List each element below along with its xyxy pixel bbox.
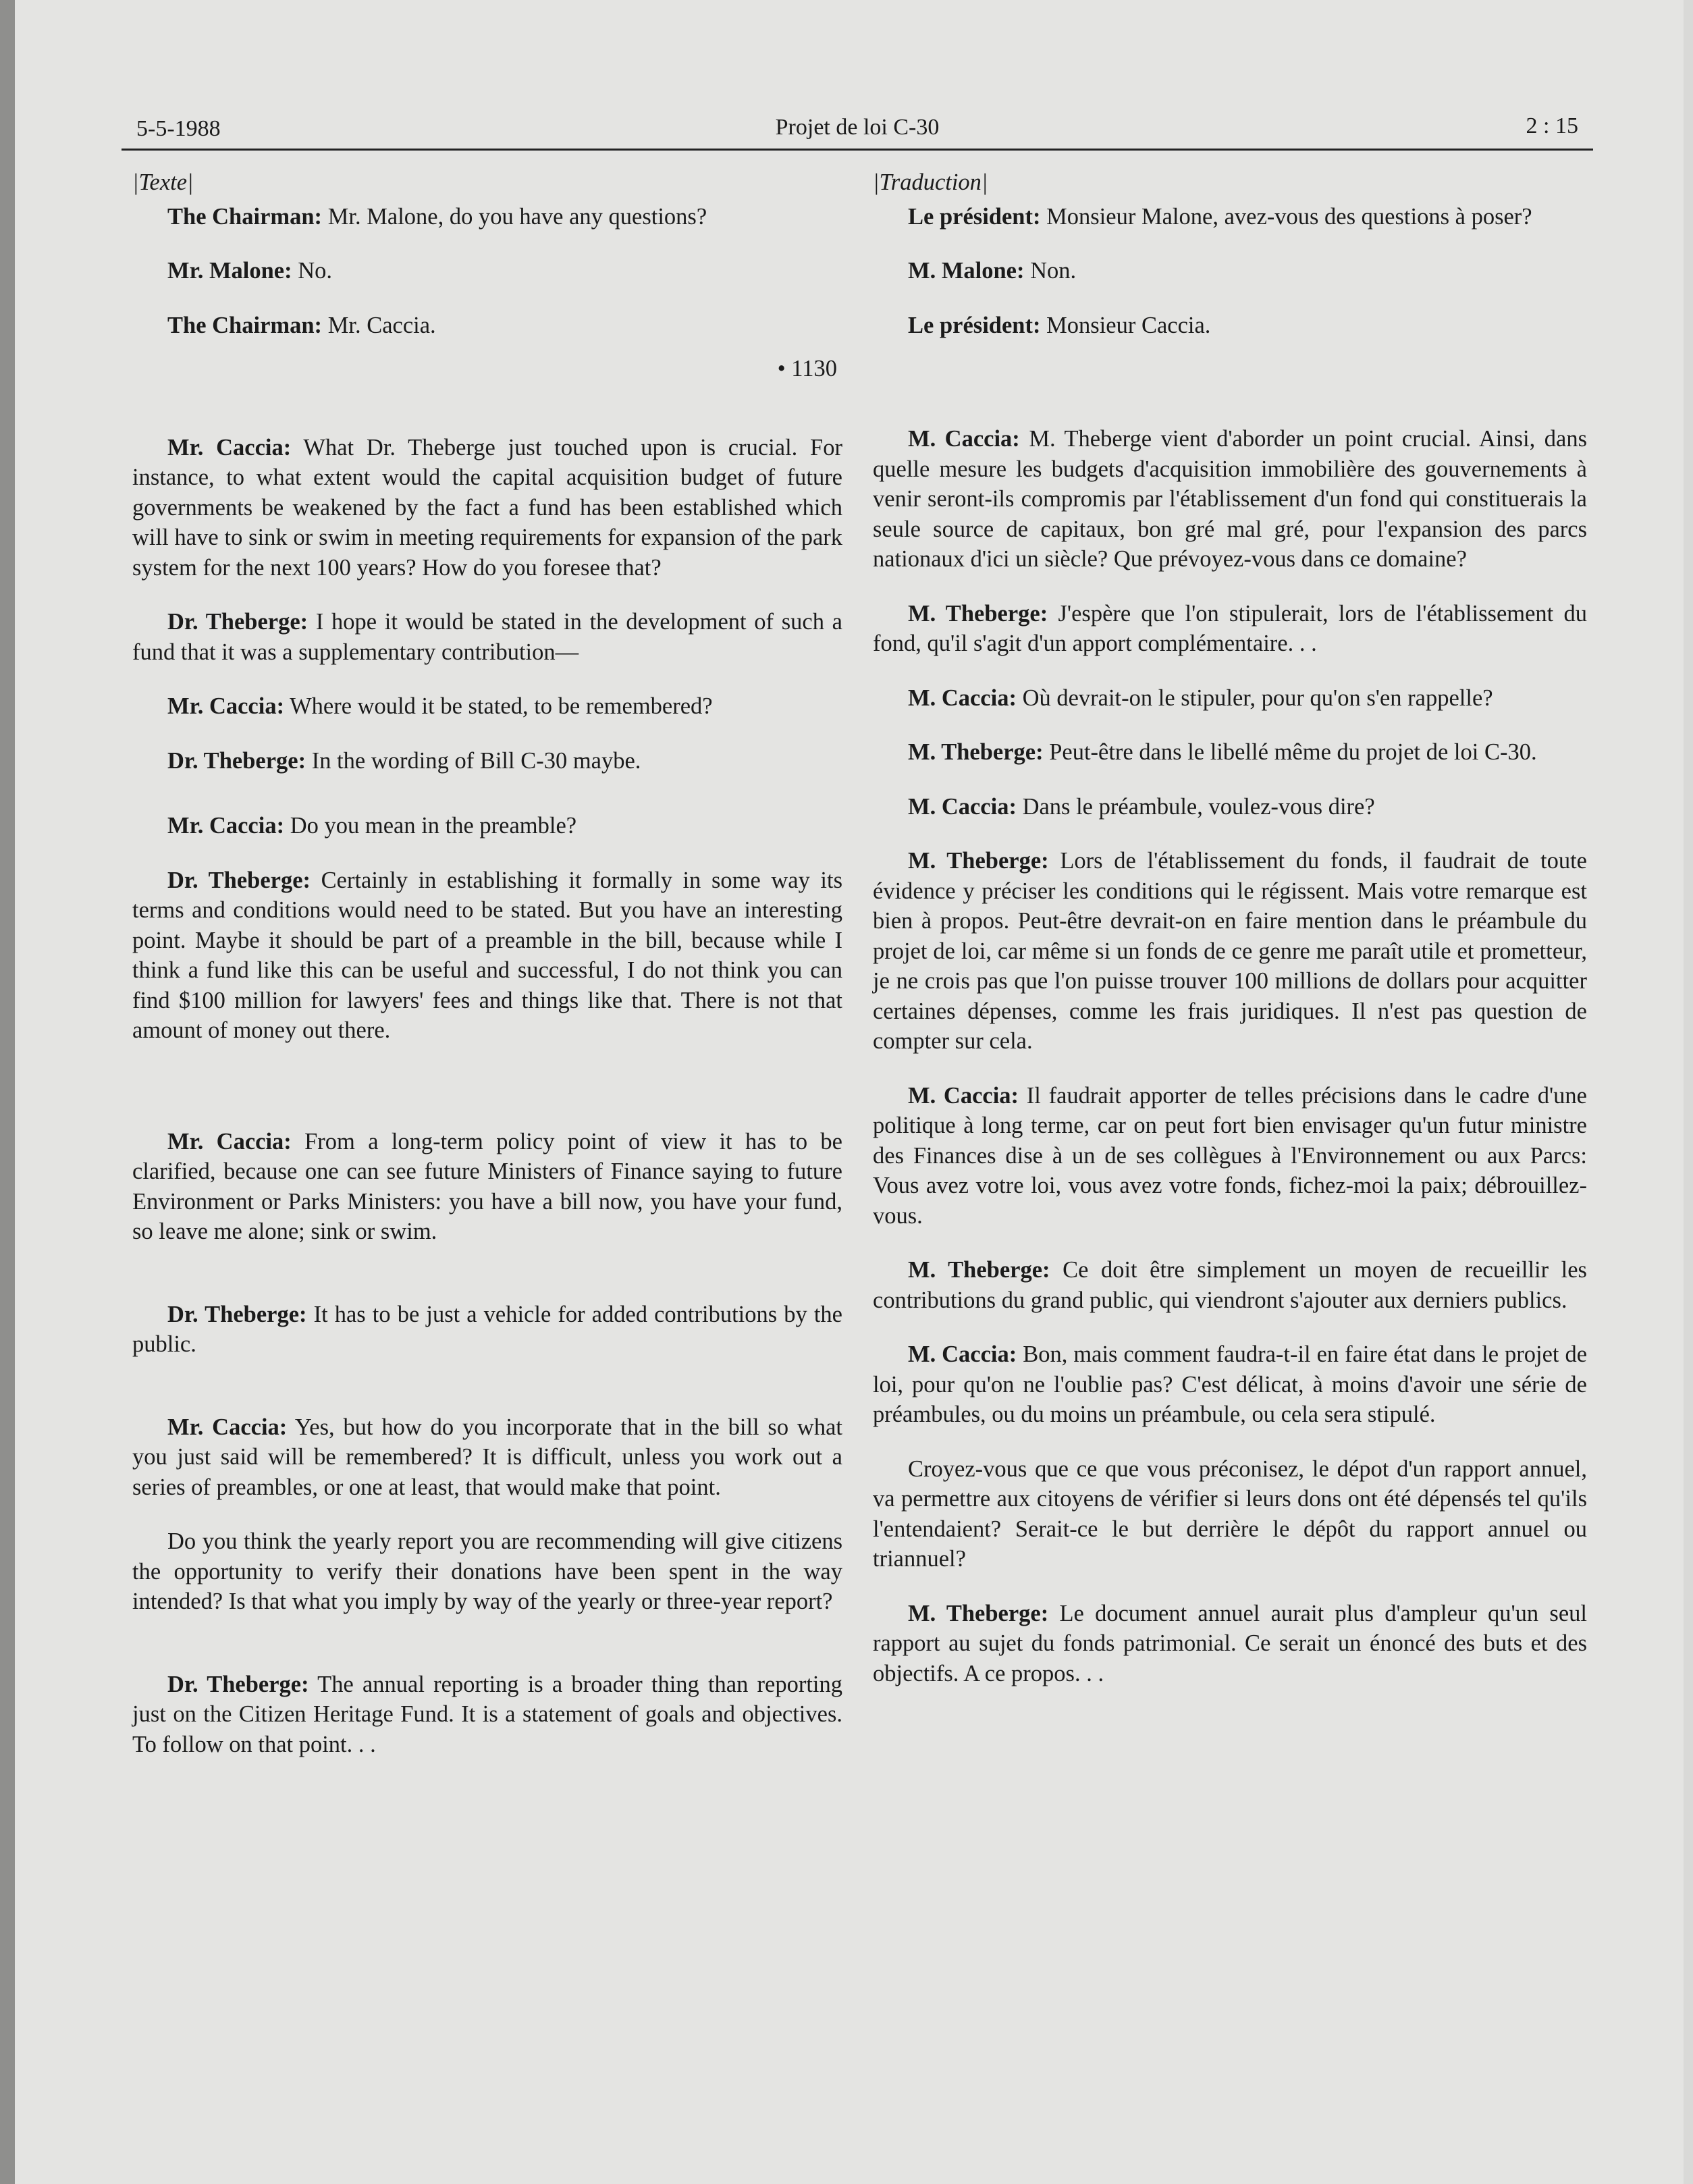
speaker-name: M. Theberge: (908, 600, 1048, 627)
speech-text: Monsieur Malone, avez-vous des questions à poser? (1046, 203, 1532, 230)
speaker-name: M. Malone: (908, 258, 1025, 284)
speaker-name: Mr. Malone: (167, 258, 292, 284)
speaker-name: Dr. Theberge: (167, 867, 311, 893)
speech-paragraph (132, 1526, 842, 1617)
speech-text: Bon, mais comment faudra-t-il en faire état dans le projet de loi, pour qu'on ne l'oublie pas? C'est délicat, à moins d'avoir une série de préambules, ou du moins un préambule, ou cela sera stipulé. (873, 1341, 1588, 1427)
speech-paragraph (132, 433, 842, 583)
speech-paragraph (873, 1339, 1587, 1430)
french-column (873, 167, 1587, 1705)
speech-text: Le document annuel aurait plus d'ampleur qu'un seul rapport au sujet du fonds patrimonial. Ce serait un énoncé des buts et des objectifs. A ce propos. . . (873, 1600, 1587, 1686)
speaker-name: Mr. Caccia: (167, 813, 285, 838)
speaker-name: Mr. Caccia: (167, 434, 292, 460)
speaker-name: Mr. Caccia: (167, 1414, 288, 1440)
speech-paragraph (873, 202, 1587, 232)
speech-paragraph (132, 1127, 842, 1247)
speech-text: Monsieur Caccia. (1046, 312, 1211, 338)
page-spine-shadow (0, 0, 15, 2184)
speaker-name: M. Caccia: (908, 685, 1017, 711)
speech-text: Dans le préambule, voulez-vous dire? (1022, 793, 1375, 820)
header-date: 5-5-1988 (136, 116, 221, 141)
speech-paragraph (873, 1599, 1587, 1689)
speech-text: Certainly in establishing it formally in some way its terms and conditions would need to be stated. But you have an interesting point. Maybe it should be part of a preamble in the bill, because while I think a fund like this can be useful and successful, I do not think you can find $100 million for lawyers' fees and things like that. There is not that amount of money out there. (132, 867, 843, 1043)
speech-text: No. (298, 258, 333, 284)
page-header (122, 108, 1593, 151)
speech-paragraph (132, 202, 842, 232)
speaker-name: The Chairman: (167, 203, 323, 230)
speaker-name: The Chairman: (167, 312, 323, 338)
speech-paragraph (132, 1412, 842, 1503)
speech-paragraph (132, 1300, 842, 1360)
speech-text: Peut-être dans le libellé même du projet de loi C-30. (1049, 739, 1537, 765)
speech-paragraph (873, 683, 1587, 714)
speech-paragraph (132, 311, 842, 341)
speech-text: The annual reporting is a broader thing than reporting just on the Citizen Heritage Fund. It is a statement of goals and objectives. To follow on that point. . . (132, 1671, 842, 1757)
speaker-name: Le président: (908, 203, 1041, 230)
speech-text: It has to be just a vehicle for added contributions by the public. (132, 1301, 842, 1357)
speech-text: I hope it would be stated in the development of such a fund that it was a supplementary contribution— (132, 609, 842, 665)
speech-paragraph (132, 746, 842, 776)
english-column (132, 167, 842, 1776)
speaker-name: Mr. Caccia: (167, 693, 285, 719)
header-title: Projet de loi C-30 (775, 115, 940, 140)
speech-paragraph (132, 256, 842, 286)
speaker-name: M. Caccia: (908, 426, 1020, 452)
speech-text: Où devrait-on le stipuler, pour qu'on s'en rappelle? (1022, 685, 1493, 711)
speech-text: Do you think the yearly report you are recommending will give citizens the opportunity to verify their donations have been spent in the way intended? Is that what you imply by way of the yearly or three-year report? (132, 1528, 842, 1614)
speaker-name: M. Caccia: (908, 1341, 1017, 1367)
speech-text: Where would it be stated, to be remembered? (290, 693, 713, 719)
speaker-name: M. Theberge: (908, 848, 1049, 874)
speech-paragraph (873, 1454, 1587, 1574)
speech-text: From a long-term policy point of view it has to be clarified, because one can see future Ministers of Finance saying to future Environment or Parks Ministers: you have a bill now, you have your fund, so leave me alone; sink or swim. (132, 1128, 842, 1244)
speech-paragraph (873, 256, 1587, 286)
speech-paragraph (132, 865, 842, 1046)
speech-paragraph (873, 311, 1587, 341)
speaker-name: M. Theberge: (908, 1257, 1050, 1283)
speech-paragraph (873, 424, 1587, 575)
speech-paragraph (873, 792, 1587, 822)
speech-text: Yes, but how do you incorporate that in the bill so what you just said will be remembered? It is difficult, unless you work out a series of preambles, or one at least, that would make that point. (132, 1414, 842, 1500)
speech-paragraph (132, 811, 842, 841)
speaker-name: Dr. Theberge: (167, 747, 306, 774)
time-marker: • 1130 (777, 356, 837, 381)
speaker-name: Dr. Theberge: (167, 1671, 309, 1697)
speaker-name: Dr. Theberge: (167, 609, 308, 635)
speaker-name: M. Caccia: (908, 1082, 1019, 1109)
speech-text: In the wording of Bill C-30 maybe. (311, 747, 641, 774)
speech-text: Croyez-vous que ce que vous préconisez, le dépot d'un rapport annuel, va permettre aux citoyens de vérifier si leurs dons ont été dépensés tel qu'ils l'entendaient? Serait-ce le but derrière le dépôt du rapport annuel ou triannuel? (873, 1456, 1587, 1572)
speech-text: M. Theberge vient d'aborder un point crucial. Ainsi, dans quelle mesure les budgets d'acquisition immobilière des gouvernements à venir seront-ils compromis par l'établissement d'un fond qui constituerais la seule source de capitaux, bon gré mal gré, pour l'expansion des parcs nationaux d'ici un siècle? Que prévoyez-vous dans ce domaine? (873, 426, 1587, 572)
speech-paragraph (873, 737, 1587, 768)
speaker-name: M. Theberge: (908, 739, 1044, 765)
speech-text: Il faudrait apporter de telles précisions dans le cadre d'une politique à long terme, car on peut fort bien envisager qu'un futur ministre des Finances dise à un de ses collègues à l'Environnement ou aux Parcs: Vous avez votre loi, vous avez votre fonds, fichez-moi la paix; débrouillez-vous. (873, 1082, 1587, 1229)
speaker-name: Mr. Caccia: (167, 1128, 292, 1154)
speech-paragraph (132, 691, 842, 722)
speech-text: Do you mean in the preamble? (290, 813, 577, 838)
speech-paragraph (873, 599, 1587, 659)
speech-text: Ce doit être simplement un moyen de recueillir les contributions du grand public, qui viendront s'ajouter aux derniers publics. (873, 1257, 1587, 1313)
speech-paragraph (873, 846, 1587, 1057)
speech-paragraph (873, 1255, 1587, 1315)
speech-text: Mr. Caccia. (327, 312, 436, 338)
speaker-name: Le président: (908, 312, 1041, 338)
speech-paragraph (132, 1670, 842, 1760)
column-label-texte: |Texte| (132, 169, 194, 195)
speaker-name: M. Theberge: (908, 1600, 1049, 1626)
speech-text: Lors de l'établissement du fonds, il faudrait de toute évidence y préciser les conditions qui le régissent. Mais votre remarque est bien à propos. Peut-être devrait-on en faire mention dans le préambule du projet de loi, car même si un fonds de ce genre me paraît utile et prometteur, je ne crois pas que l'on puisse trouver 100 millions de dollars pour acquitter certaines dépenses, comme les frais juridiques. Il n'est pas question de compter sur cela. (873, 848, 1587, 1054)
speaker-name: M. Caccia: (908, 793, 1017, 820)
header-page-number: 2 : 15 (1526, 113, 1578, 138)
speech-paragraph (132, 607, 842, 667)
speech-text: What Dr. Theberge just touched upon is crucial. For instance, to what extent would the capital acquisition budget of future governments be weakened by the fact a fund has been established which will have to sink or swim in meeting requirements for expansion of the park system for the next 100 years? How do you foresee that? (132, 434, 842, 581)
speech-text: J'espère que l'on stipulerait, lors de l'établissement du fond, qu'il s'agit d'un apport complémentaire. . . (873, 600, 1587, 656)
column-label-traduction: |Traduction| (873, 169, 988, 195)
speaker-name: Dr. Theberge: (167, 1301, 307, 1327)
speech-text: Non. (1030, 258, 1077, 284)
speech-text: Mr. Malone, do you have any questions? (327, 203, 707, 230)
speech-paragraph (873, 1081, 1587, 1231)
